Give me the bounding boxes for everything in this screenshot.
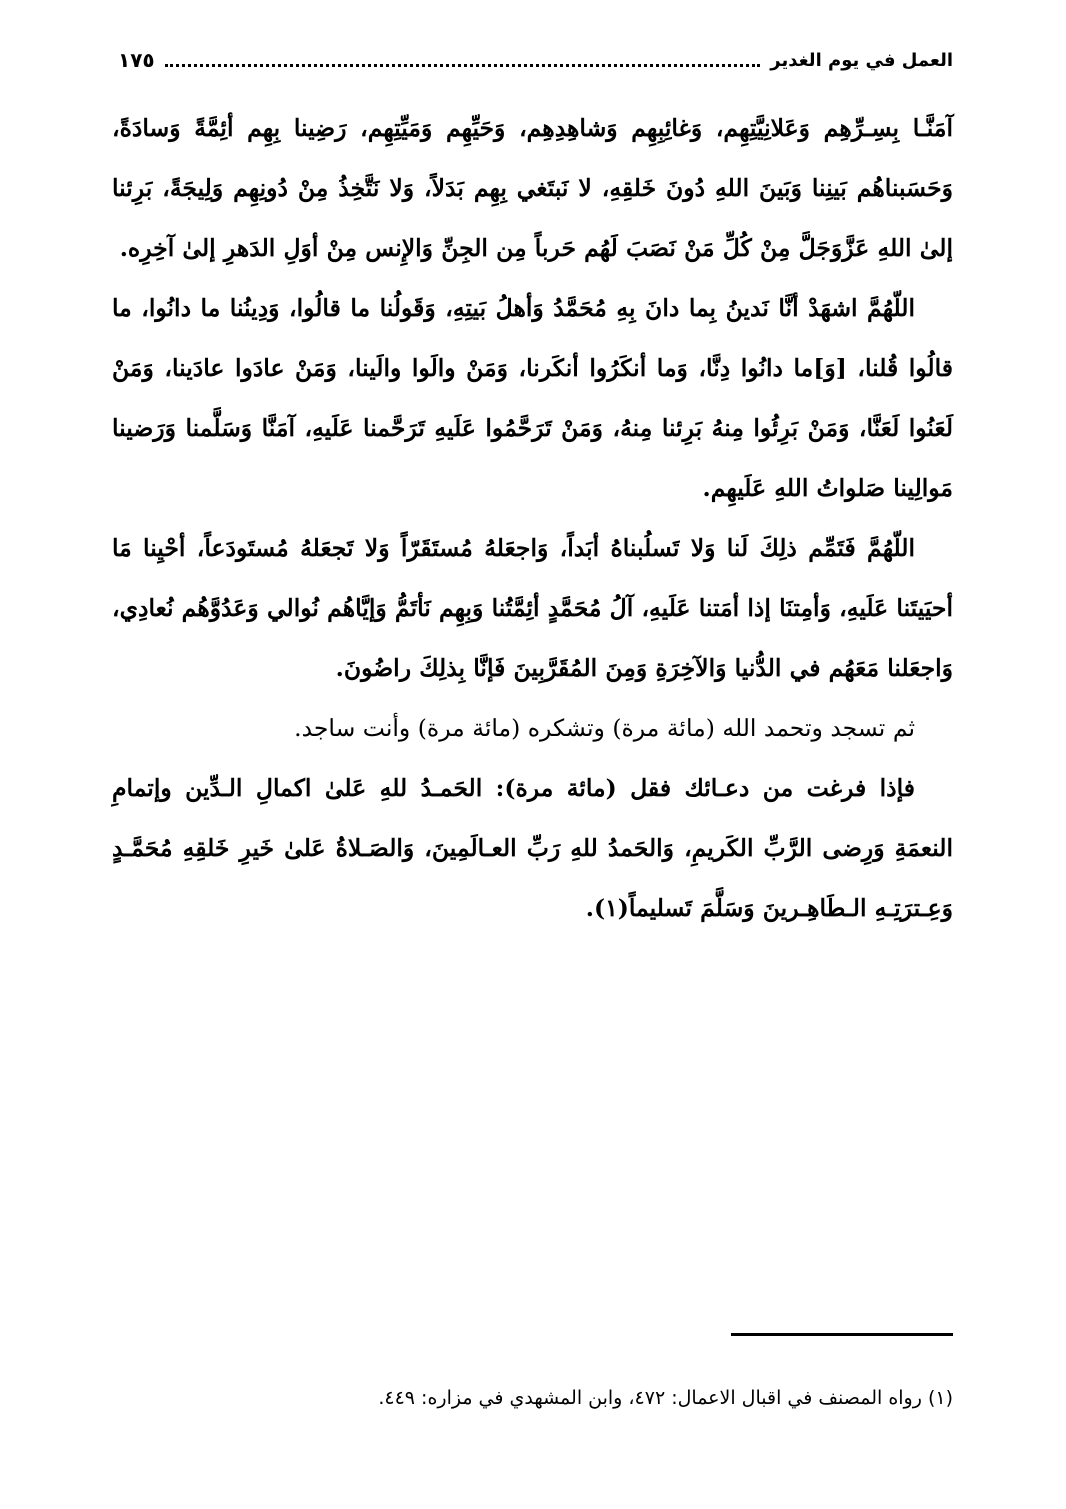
page-number: ١٧٥ bbox=[118, 48, 155, 72]
running-header bbox=[118, 38, 953, 82]
chapter-title: العمل في يوم الغدير bbox=[770, 49, 953, 71]
main-text bbox=[112, 98, 953, 938]
footnote: (١) رواه المصنف في اقبال الاعمال: ٤٧٢، وابن المشهدي في مزاره: ٤٤٩. bbox=[378, 1387, 953, 1409]
paragraph-4-instruction: ثم تسجد وتحمد الله (مائة مرة) وتشكره (مائة مرة) وأنت ساجد. bbox=[294, 714, 915, 742]
paragraph-2: اللّهُمَّ اشهَدْ أنَّا نَدينُ بِما دانَ بِهِ مُحَمَّدُ وَأهلُ بَيتِهِ، وَقَولُنا ما قالُوا، وَدِينُنا ما دانُوا، ما قالُوا قُلنا، [وَ]ما دانُوا دِنَّا، وَما أنكَرُوا أنكَرنا، وَمَنْ والَوا والَينا، وَمَنْ عادَوا عادَينا، وَمَنْ لَعَنُوا لَعَنَّا، وَمَنْ بَرِئُوا مِنهُ بَرِئنا مِنهُ، وَمَنْ تَرَحَّمُوا عَلَيهِ تَرَحَّمنا عَلَيهِ، آمَنَّا وَسَلَّمنا وَرَضينا مَوالِينا صَلواتُ اللهِ عَلَيهِم. bbox=[112, 294, 953, 502]
paragraph-1: آمَنَّـا بِسِـرِّهِم وَعَلانِيَّتِهِم، وَغائِبِهِم وَشاهِدِهِم، وَحَيِّهِم وَمَيِّتِهِم، رَضِينا بِهِم أئِمَّةً وَسادَةً، وَحَسَبناهُم بَينِنا وَبَينَ اللهِ دُونَ خَلقِهِ، لا نَبتَغي بِهِم بَدَلاً، وَلا نَتَّخِذُ مِنْ دُونِهِم وَلِيجَةً، بَرِئنا إلىٰ اللهِ عَزَّوَجَلَّ مِنْ كُلِّ مَنْ نَصَبَ لَهُم حَرباً مِن الجِنِّ وَالإِنس مِنْ أوَلِ الدَهرِ إلىٰ آخِرِه. bbox=[112, 114, 953, 262]
header-leader-dots bbox=[165, 64, 761, 67]
footnote-separator bbox=[731, 1333, 953, 1336]
paragraph-3: اللّهُمَّ فَتَمِّم ذلِكَ لَنا وَلا تَسلُبناهُ أبَداً، وَاجعَلهُ مُستَقَرّاً وَلا تَجعَلهُ مُستَودَعاً، أحْيِنا مَا أحيَيتَنا عَلَيهِ، وَأمِتنَا إذا أمَتنا عَلَيهِ، آلُ مُحَمَّدٍ أئِمَّتُنا وَبِهِم نَأتَمُّ وَإيَّاهُم نُوالي وَعَدُوَّهُم نُعادِي، وَاجعَلنا مَعَهُم في الدُّنيا وَالآخِرَةِ وَمِنَ المُقَرَّبِينَ فَإنَّا بِذلِكَ راضُونَ. bbox=[112, 534, 953, 682]
paragraph-5-closing-praise: فإذا فرغت من دعـائك فقل (مائة مرة): الحَمـدُ للهِ عَلىٰ اكمالِ الـدِّين وإتمامِ النعمَةِ وَرِضى الرَّبِّ الكَريمِ، وَالحَمدُ للهِ رَبِّ العـالَمِينَ، وَالصَـلاةُ عَلىٰ خَيرِ خَلقِهِ مُحَمَّـدٍ وَعِـترَتِـهِ الـطَاهِـرينَ وَسَلَّمَ تَسليماً(١). bbox=[112, 774, 953, 922]
